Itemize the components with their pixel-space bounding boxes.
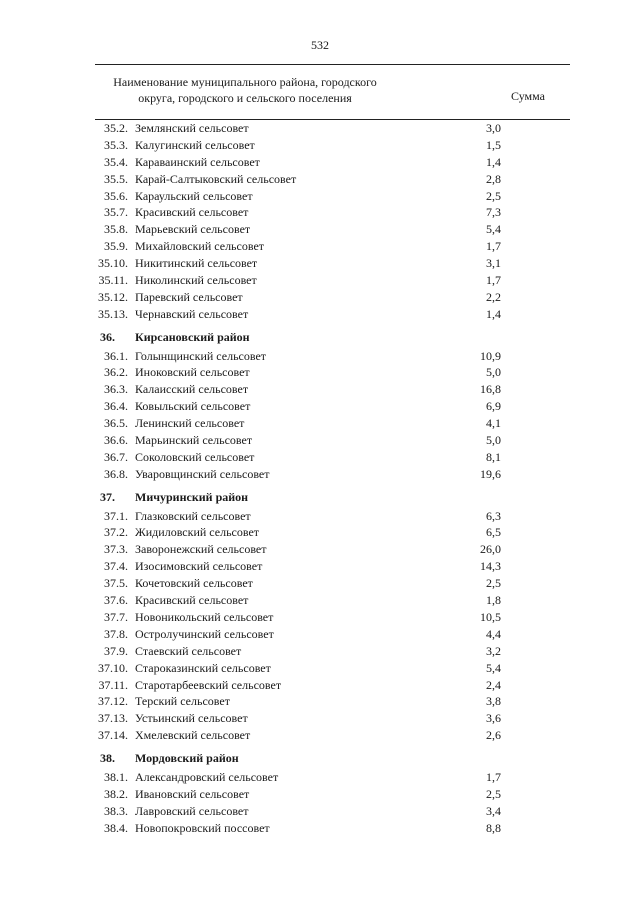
- row-number: 38.1.: [104, 769, 128, 784]
- table-row: [95, 508, 570, 525]
- table-row: [95, 348, 570, 365]
- settlement-name: Марьевский сельсовет: [135, 222, 251, 237]
- row-number: 35.7.: [104, 205, 128, 220]
- row-number: 36.1.: [104, 348, 128, 363]
- settlement-name: Иноковский сельсовет: [135, 365, 250, 380]
- amount-value: 5,0: [486, 365, 501, 380]
- table-row: [95, 255, 570, 272]
- amount-value: 14,3: [480, 559, 501, 574]
- amount-value: 7,3: [486, 205, 501, 220]
- row-number: 35.3.: [104, 137, 128, 152]
- row-number: 35.5.: [104, 171, 128, 186]
- amount-value: 2,4: [486, 677, 501, 692]
- row-number: 37.13.: [98, 711, 128, 726]
- amount-value: 2,5: [486, 576, 501, 591]
- table-row: [95, 820, 570, 837]
- settlement-name: Хмелевский сельсовет: [135, 728, 251, 743]
- settlement-name: Уваровщинский сельсовет: [135, 466, 270, 481]
- settlement-name: Соколовский сельсовет: [135, 449, 255, 464]
- row-number: 37.9.: [104, 643, 128, 658]
- settlement-name: Калугинский сельсовет: [135, 137, 255, 152]
- settlement-name: Глазковский сельсовет: [135, 508, 251, 523]
- table-row: [95, 381, 570, 398]
- table-row: [95, 677, 570, 694]
- table-row: [95, 803, 570, 820]
- amount-value: 10,9: [480, 348, 501, 363]
- table-row: [95, 592, 570, 609]
- amount-value: 6,5: [486, 525, 501, 540]
- row-number: 35.6.: [104, 188, 128, 203]
- row-number: 37.7.: [104, 609, 128, 624]
- settlement-name: Марьинский сельсовет: [135, 433, 253, 448]
- amount-value: 3,1: [486, 256, 501, 271]
- table-row: [95, 626, 570, 643]
- row-number: 35.9.: [104, 239, 128, 254]
- amount-value: 6,3: [486, 508, 501, 523]
- settlement-name: Александровский сельсовет: [135, 769, 279, 784]
- row-number: 38.2.: [104, 786, 128, 801]
- table-row: [95, 660, 570, 677]
- amount-value: 3,6: [486, 711, 501, 726]
- amount-value: 19,6: [480, 466, 501, 481]
- table-row: [95, 786, 570, 803]
- table-row: [95, 466, 570, 483]
- table-row: [95, 204, 570, 221]
- amount-value: 8,1: [486, 449, 501, 464]
- row-number: 36.4.: [104, 399, 128, 414]
- table-row: [95, 558, 570, 575]
- district-title: Кирсановский район: [135, 329, 250, 344]
- settlement-name: Караульский сельсовет: [135, 188, 253, 203]
- amount-value: 2,5: [486, 188, 501, 203]
- amount-value: 2,2: [486, 289, 501, 304]
- amount-value: 4,4: [486, 626, 501, 641]
- settlement-name: Терский сельсовет: [135, 694, 230, 709]
- table-row: [95, 221, 570, 238]
- amount-value: 1,4: [486, 306, 501, 321]
- table-row: [95, 364, 570, 381]
- amount-value: 10,5: [480, 609, 501, 624]
- settlement-name: Калаисский сельсовет: [135, 382, 249, 397]
- row-number: 37.8.: [104, 626, 128, 641]
- settlement-name: Остролучинский сельсовет: [135, 626, 274, 641]
- row-number: 35.8.: [104, 222, 128, 237]
- settlement-name: Староказинский сельсовет: [135, 660, 271, 675]
- amount-value: 26,0: [480, 542, 501, 557]
- settlement-name: Карай-Салтыковский сельсовет: [135, 171, 297, 186]
- table-row: [95, 524, 570, 541]
- row-number: 35.12.: [98, 289, 128, 304]
- settlement-name: Новопокровский поссовет: [135, 820, 270, 835]
- amount-value: 3,4: [486, 803, 501, 818]
- amount-value: 2,8: [486, 171, 501, 186]
- district-heading: [95, 329, 570, 346]
- amount-value: 1,5: [486, 137, 501, 152]
- row-number: 37.12.: [98, 694, 128, 709]
- row-number: 36.6.: [104, 433, 128, 448]
- row-number: 37.6.: [104, 593, 128, 608]
- amount-value: 1,7: [486, 769, 501, 784]
- table-row: [95, 289, 570, 306]
- amount-value: 6,9: [486, 399, 501, 414]
- amount-value: 16,8: [480, 382, 501, 397]
- row-number: 38.4.: [104, 820, 128, 835]
- settlement-name: Ковыльский сельсовет: [135, 399, 251, 414]
- table-row: [95, 432, 570, 449]
- table-header: [95, 64, 570, 119]
- settlement-name: Красивский сельсовет: [135, 205, 249, 220]
- page-number: 532: [311, 38, 329, 52]
- row-number: 37.14.: [98, 728, 128, 743]
- settlement-name: Михайловский сельсовет: [135, 239, 265, 254]
- table-row: [95, 415, 570, 432]
- district-number: 36.: [100, 329, 115, 344]
- settlement-name: Устьинский сельсовет: [135, 711, 248, 726]
- settlement-name: Голынщинский сельсовет: [135, 348, 267, 363]
- settlement-name: Заворонежский сельсовет: [135, 542, 267, 557]
- table-row: [95, 171, 570, 188]
- table-body: [95, 120, 570, 837]
- row-number: 37.11.: [98, 677, 128, 692]
- amount-value: 4,1: [486, 416, 501, 431]
- column-header-name-line1: Наименование муниципального района, городского: [113, 75, 377, 89]
- district-heading: [95, 750, 570, 767]
- district-number: 38.: [100, 751, 115, 766]
- table-row: [95, 154, 570, 171]
- settlement-name: Ивановский сельсовет: [135, 786, 250, 801]
- amount-value: 3,0: [486, 121, 501, 135]
- amount-value: 2,5: [486, 786, 501, 801]
- district-number: 37.: [100, 489, 115, 504]
- settlement-name: Лавровский сельсовет: [135, 803, 249, 818]
- table-row: [95, 272, 570, 289]
- table-row: [95, 643, 570, 660]
- row-number: 35.13.: [98, 306, 128, 321]
- settlement-name: Красивский сельсовет: [135, 593, 249, 608]
- settlement-name: Жидиловский сельсовет: [135, 525, 260, 540]
- amount-value: 5,4: [486, 660, 501, 675]
- column-header-sum: Сумма: [511, 89, 545, 103]
- district-title: Мордовский район: [135, 751, 239, 766]
- settlement-name: Стаевский сельсовет: [135, 643, 242, 658]
- settlement-name: Никитинский сельсовет: [135, 256, 258, 271]
- amount-value: 2,6: [486, 728, 501, 743]
- settlement-name: Николинский сельсовет: [135, 273, 257, 288]
- amount-value: 5,0: [486, 433, 501, 448]
- row-number: 35.10.: [98, 256, 128, 271]
- row-number: 35.11.: [98, 273, 128, 288]
- amount-value: 1,7: [486, 239, 501, 254]
- amount-value: 1,8: [486, 593, 501, 608]
- row-number: 36.5.: [104, 416, 128, 431]
- row-number: 38.3.: [104, 803, 128, 818]
- amount-value: 5,4: [486, 222, 501, 237]
- table-row: [95, 306, 570, 323]
- amount-value: 1,7: [486, 273, 501, 288]
- district-title: Мичуринский район: [135, 489, 249, 504]
- settlement-name: Ленинский сельсовет: [135, 416, 245, 431]
- row-number: 36.8.: [104, 466, 128, 481]
- row-number: 35.4.: [104, 154, 128, 169]
- table-row: [95, 693, 570, 710]
- table-row: [95, 238, 570, 255]
- table-row: [95, 541, 570, 558]
- row-number: 35.2.: [104, 121, 128, 135]
- table-row: [95, 188, 570, 205]
- row-number: 37.3.: [104, 542, 128, 557]
- table-row: [95, 609, 570, 626]
- row-number: 36.2.: [104, 365, 128, 380]
- amount-value: 3,8: [486, 694, 501, 709]
- table-row: [95, 769, 570, 786]
- row-number: 37.10.: [98, 660, 128, 675]
- row-number: 37.5.: [104, 576, 128, 591]
- settlement-name: Кочетовский сельсовет: [135, 576, 253, 591]
- settlement-name: Землянский сельсовет: [135, 121, 249, 135]
- table-row: [95, 449, 570, 466]
- table-row: [95, 120, 570, 137]
- table-row: [95, 398, 570, 415]
- row-number: 36.3.: [104, 382, 128, 397]
- row-number: 37.4.: [104, 559, 128, 574]
- settlement-name: Старотарбеевский сельсовет: [135, 677, 282, 692]
- settlement-name: Изосимовский сельсовет: [135, 559, 263, 574]
- settlement-name: Паревский сельсовет: [135, 289, 243, 304]
- settlement-name: Новоникольский сельсовет: [135, 609, 274, 624]
- amount-value: 1,4: [486, 154, 501, 169]
- column-header-name: [95, 74, 395, 106]
- row-number: 36.7.: [104, 449, 128, 464]
- district-heading: [95, 489, 570, 506]
- table-row: [95, 575, 570, 592]
- table-row: [95, 710, 570, 727]
- table-row: [95, 727, 570, 744]
- column-header-name-line2: округа, городского и сельского поселения: [138, 91, 352, 105]
- row-number: 37.2.: [104, 525, 128, 540]
- settlement-name: Караваинский сельсовет: [135, 154, 260, 169]
- settlement-name: Чернавский сельсовет: [135, 306, 249, 321]
- amount-value: 3,2: [486, 643, 501, 658]
- amount-value: 8,8: [486, 820, 501, 835]
- row-number: 37.1.: [104, 508, 128, 523]
- table-row: [95, 137, 570, 154]
